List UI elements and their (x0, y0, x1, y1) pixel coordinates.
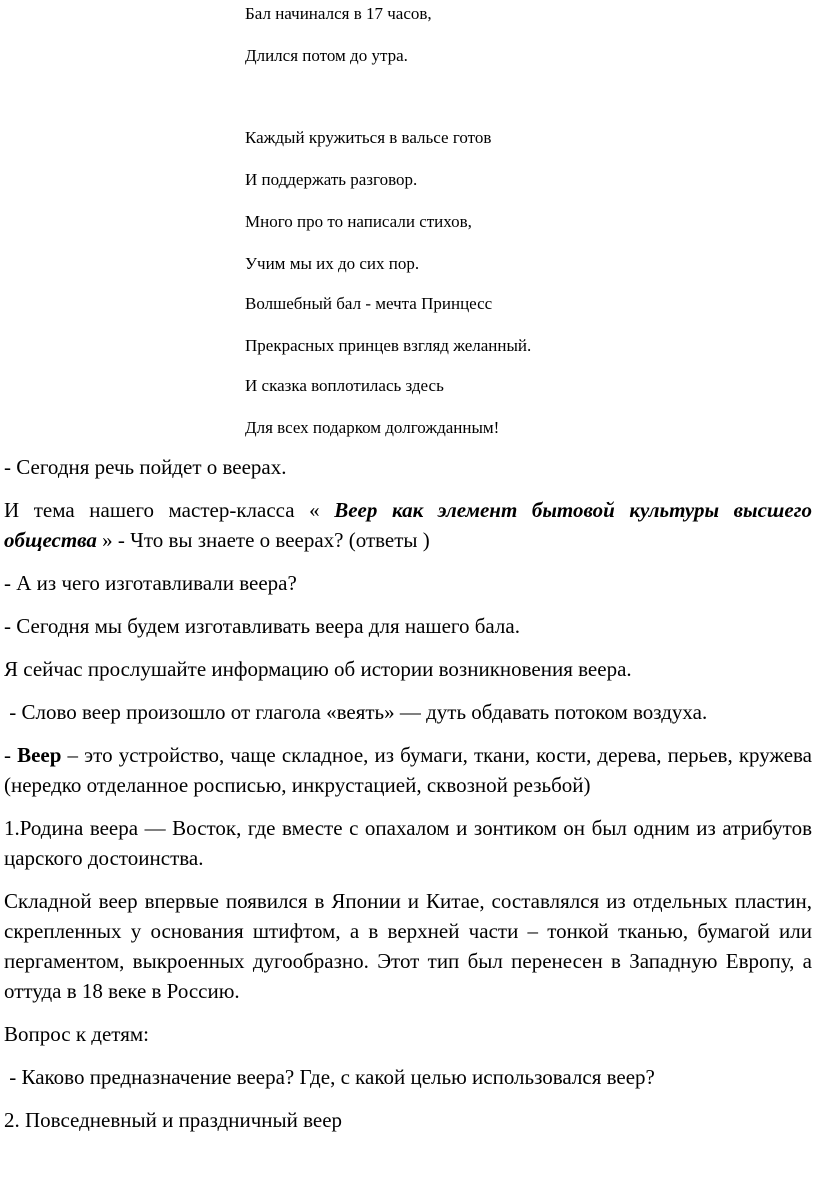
master-class-title: Веер как элемент бытовой культуры высшего общества (4, 498, 812, 552)
text-run: – это устройство, чаще складное, из бумаги, ткани, кости, дерева, перьев, кружева (нередко отделанное росписью, инкрустацией, сквозной резьбой) (4, 743, 812, 797)
paragraph: 2. Повседневный и праздничный веер (4, 1108, 343, 1132)
document-body (4, 452, 812, 1148)
poem-line: Бал начинался в 17 часов, (245, 4, 432, 23)
paragraph: - А из чего изготавливали веера? (4, 571, 297, 595)
paragraph: Складной веер впервые появился в Японии и Китае, составлялся из отдельных пластин, скрепленных у основания штифтом, а в верхней части – тонкой тканью, бумагой или пергаментом, выкроенных дугообразно. Этот тип был перенесен в Западную Европу, а оттуда в 18 веке в Россию. (4, 889, 812, 1003)
paragraph-master-class (4, 495, 812, 555)
paragraph: - Сегодня речь пойдет о веерах. (4, 455, 287, 479)
poem-line: Учим мы их до сих пор. (245, 254, 420, 273)
paragraph-definition (4, 740, 812, 800)
paragraph: 1.Родина веера — Восток, где вместе с опахалом и зонтиком он был одним из атрибутов царского достоинства. (4, 816, 812, 870)
text-run: И тема нашего мастер-класса « (4, 498, 335, 522)
paragraph: Я сейчас прослушайте информацию об истории возникновения веера. (4, 657, 632, 681)
poem-line: Много про то написали стихов, (245, 212, 472, 231)
term-veer: Веер (17, 743, 62, 767)
poem-line: Для всех подарком долгожданным! (245, 418, 500, 437)
poem-line: Каждый кружиться в вальсе готов (245, 128, 492, 147)
paragraph: Вопрос к детям: (4, 1022, 149, 1046)
text-run: » - Что вы знаете о веерах? (ответы ) (96, 528, 430, 552)
poem-line: Длился потом до утра. (245, 46, 408, 65)
poem-line: И поддержать разговор. (245, 170, 418, 189)
paragraph: - Сегодня мы будем изготавливать веера для нашего бала. (4, 614, 520, 638)
poem-line: И сказка воплотилась здесь (245, 376, 444, 395)
poem-line: Волшебный бал - мечта Принцесс (245, 294, 493, 313)
paragraph: - Каково предназначение веера? Где, с какой целью использовался веер? (4, 1065, 655, 1089)
poem-line: Прекрасных принцев взгляд желанный. (245, 336, 532, 355)
paragraph: - Слово веер произошло от глагола «веять» — дуть обдавать потоком воздуха. (4, 700, 708, 724)
text-run: - (4, 743, 18, 767)
